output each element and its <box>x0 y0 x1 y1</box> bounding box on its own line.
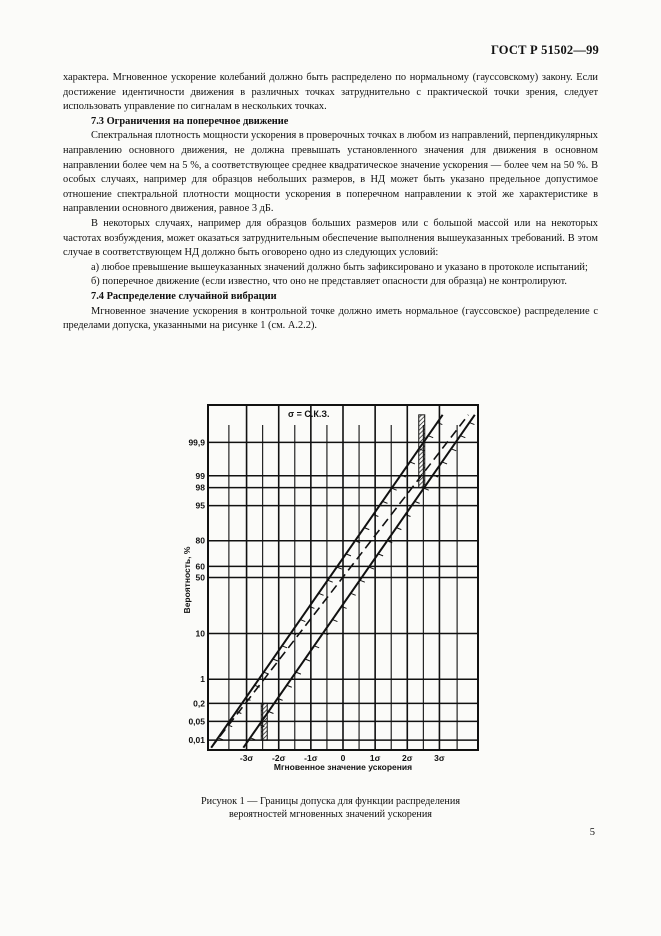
hatch-mark <box>364 528 369 530</box>
caption-line: Рисунок 1 — Границы допуска для функции распределения <box>200 796 461 807</box>
body-text <box>63 71 598 334</box>
hatch-mark <box>378 554 383 556</box>
x-tick-label: 2σ <box>402 753 413 763</box>
hatch-mark <box>273 659 278 661</box>
y-tick-label: 10 <box>195 628 205 639</box>
probability-chart <box>178 395 484 785</box>
y-tick-label: 1 <box>200 674 205 685</box>
hatch-mark <box>382 501 387 503</box>
y-tick-label: 98 <box>195 482 205 493</box>
hatch-mark <box>424 488 429 490</box>
hatch-mark <box>314 646 319 648</box>
series-line <box>211 415 468 748</box>
paragraph: характера. Мгновенное ускорение колебаний должно быть распределено по нормальному (гауссовскому) закону. Если достижение идентичности движения в различных точках затруднительно с практической точки зрения, следует использовать управление по сигналам в нескольких точках. <box>63 72 598 113</box>
caption-line: вероятностей мгновенных значений ускорения <box>228 809 432 820</box>
y-tick-label: 0,01 <box>188 735 205 746</box>
y-tick-label: 99 <box>195 470 205 481</box>
y-axis-label: Вероятность, % <box>182 546 192 614</box>
y-tick-label: 0,05 <box>188 716 205 727</box>
y-tick-label: 50 <box>195 572 205 583</box>
hatch-mark <box>442 462 447 464</box>
hatch-mark <box>410 462 415 464</box>
tolerance-limit <box>419 415 425 488</box>
y-tick-label: 0,2 <box>193 698 205 709</box>
hatch-mark <box>360 580 365 582</box>
paragraph: В некоторых случаях, например для образцов больших размеров или с большой массой или на некоторых частотах возбуждения, может оказаться затруднительным обеспечение выполнения вышеуказанных требований. В этом случае в соответствующем НД должно быть оговорено одно из следующих условий: <box>63 217 598 259</box>
chart-annotation: σ = С.К.З. <box>288 409 330 419</box>
paragraph: Спектральная плотность мощности ускорения в проверочных точках в любом из направлений, перпендикулярных направлению основного движения, не должна превышать установленного значения для движения в основном направлении более чем на 5 %, а соответствующее среднее квадратическое значение ускорения — более чем на 50 %. В особых случаях, например для образцов небольших размеров, в НД может быть указано предельное допустимое отношение спектральной плотности мощности ускорения в поперечном направлении к этой же характеристике в направлении основного движения, равное 3 дБ. <box>63 130 598 215</box>
section-heading: 7.4 Распределение случайной вибрации <box>91 290 277 302</box>
standard-header: ГОСТ Р 51502—99 <box>490 43 599 57</box>
hatch-mark <box>460 436 465 438</box>
hatch-mark <box>415 501 420 503</box>
hatch-mark <box>469 423 474 425</box>
hatch-mark <box>296 672 301 674</box>
hatch-mark <box>268 712 273 714</box>
hatch-mark <box>319 593 324 595</box>
figure-caption <box>63 795 598 821</box>
y-tick-label: 95 <box>195 500 205 511</box>
y-tick-label: 99,9 <box>188 437 205 448</box>
hatch-mark <box>337 567 342 569</box>
hatch-mark <box>305 659 310 661</box>
hatch-mark <box>451 449 456 451</box>
hatch-mark <box>264 672 269 674</box>
y-tick-label: 80 <box>195 535 205 546</box>
hatch-mark <box>369 567 374 569</box>
section-heading: 7.3 Ограничения на поперечное движение <box>91 115 289 127</box>
x-tick-label: -3σ <box>239 753 254 763</box>
y-tick-label: 60 <box>195 561 205 572</box>
hatch-mark <box>351 593 356 595</box>
hatch-mark <box>282 646 287 648</box>
hatch-mark <box>392 488 397 490</box>
x-tick-label: 3σ <box>434 753 445 763</box>
hatch-mark <box>300 620 305 622</box>
tolerance-limit <box>261 703 267 740</box>
list-item: б) поперечное движение (если известно, что оно не представляет опасности для образца) не контролируют. <box>91 276 568 288</box>
hatch-mark <box>346 554 351 556</box>
x-tick-label: -2σ <box>272 753 286 763</box>
tick-labels <box>188 437 444 763</box>
hatch-mark <box>396 528 401 530</box>
list-item: а) любое превышение вышеуказанных значений должно быть зафиксировано и указано в протоколе испытаний; <box>91 261 588 273</box>
hatch-mark <box>287 685 292 687</box>
x-axis-label: Мгновенное значение ускорения <box>273 762 413 772</box>
x-tick-label: 1σ <box>369 753 381 763</box>
x-tick-label: 0 <box>340 753 346 763</box>
paragraph: Мгновенное значение ускорения в контрольной точке должно иметь нормальное (гауссовское) распределение с пределами допуска, указанными на рисунке 1 (см. А.2.2). <box>63 305 598 332</box>
hatch-mark <box>428 436 433 438</box>
hatch-mark <box>332 620 337 622</box>
hatch-mark <box>328 580 333 582</box>
x-tick-label: -1σ <box>304 753 318 763</box>
page-number: 5 <box>589 827 595 838</box>
